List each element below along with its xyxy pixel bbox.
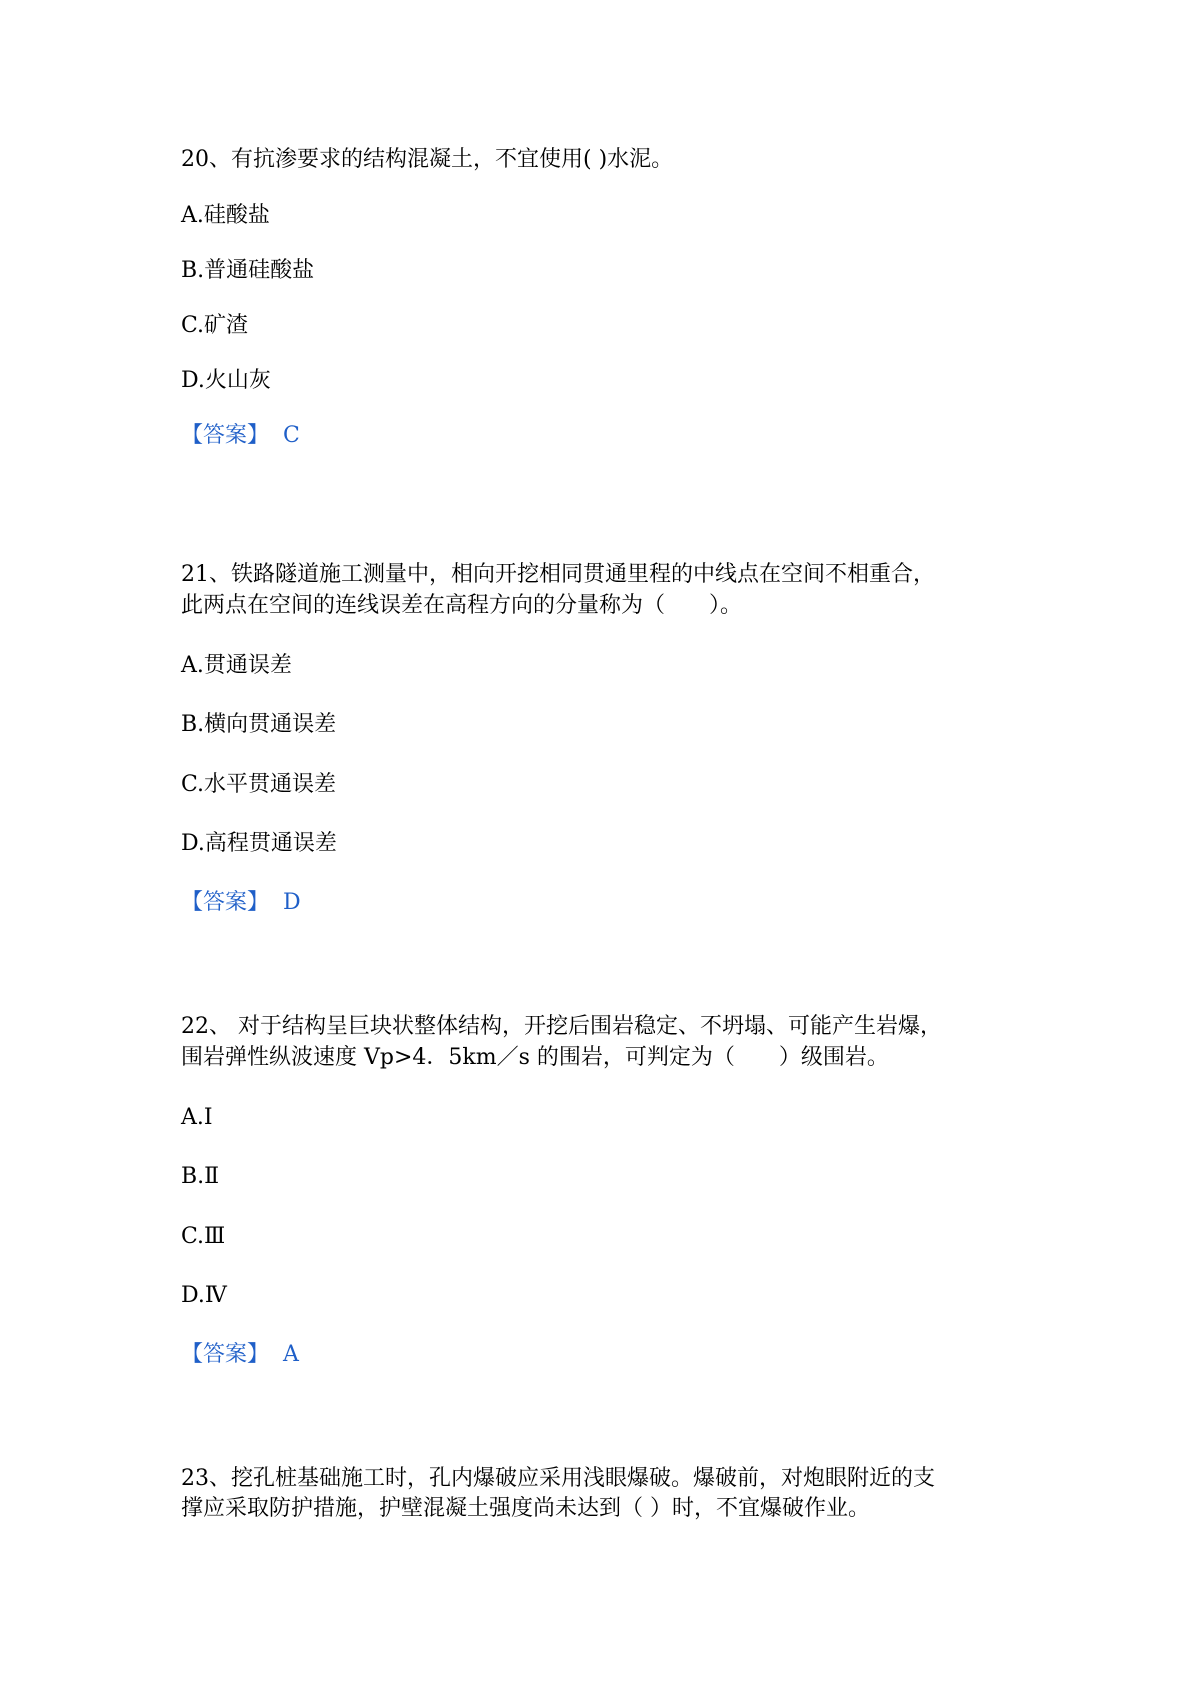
option-c: C.水平贯通误差 [181, 772, 337, 797]
option-a: A.硅酸盐 [181, 203, 270, 228]
answer-value: D [283, 890, 301, 915]
question-stem: 21、铁路隧道施工测量中，相向开挖相同贯通里程的中线点在空间不相重合， [181, 562, 935, 587]
answer-label: 【答案】 [181, 423, 270, 448]
option-d: D.Ⅳ [181, 1283, 227, 1308]
answer-line [181, 888, 301, 918]
option-a: A.Ⅰ [181, 1105, 213, 1130]
question-stem: 撑应采取防护措施，护壁混凝土强度尚未达到（ ）时，不宜爆破作业。 [181, 1496, 870, 1521]
answer-value: A [283, 1342, 299, 1367]
answer-label: 【答案】 [181, 890, 270, 915]
question-stem: 围岩弹性纵波速度 Vp>4．5km／s 的围岩，可判定为（ ）级围岩。 [181, 1045, 889, 1070]
option-c: C.矿渣 [181, 313, 249, 338]
question-stem: 20、有抗渗要求的结构混凝土，不宜使用( )水泥。 [181, 147, 674, 172]
question-stem: 此两点在空间的连线误差在高程方向的分量称为（ ）。 [181, 593, 743, 618]
question-stem: 23、挖孔桩基础施工时，孔内爆破应采用浅眼爆破。爆破前，对炮眼附近的支 [181, 1466, 935, 1491]
answer-value: C [283, 423, 300, 448]
option-d: D.火山灰 [181, 368, 271, 393]
answer-line [181, 1340, 299, 1370]
answer-label: 【答案】 [181, 1342, 270, 1367]
option-a: A.贯通误差 [181, 653, 292, 678]
option-b: B.Ⅱ [181, 1164, 220, 1189]
answer-line [181, 421, 300, 451]
option-c: C.Ⅲ [181, 1224, 226, 1249]
question-stem: 22、 对于结构呈巨块状整体结构，开挖后围岩稳定、不坍塌、可能产生岩爆， [181, 1014, 942, 1039]
option-b: B.横向贯通误差 [181, 712, 337, 737]
option-b: B.普通硅酸盐 [181, 258, 315, 283]
option-d: D.高程贯通误差 [181, 831, 337, 856]
